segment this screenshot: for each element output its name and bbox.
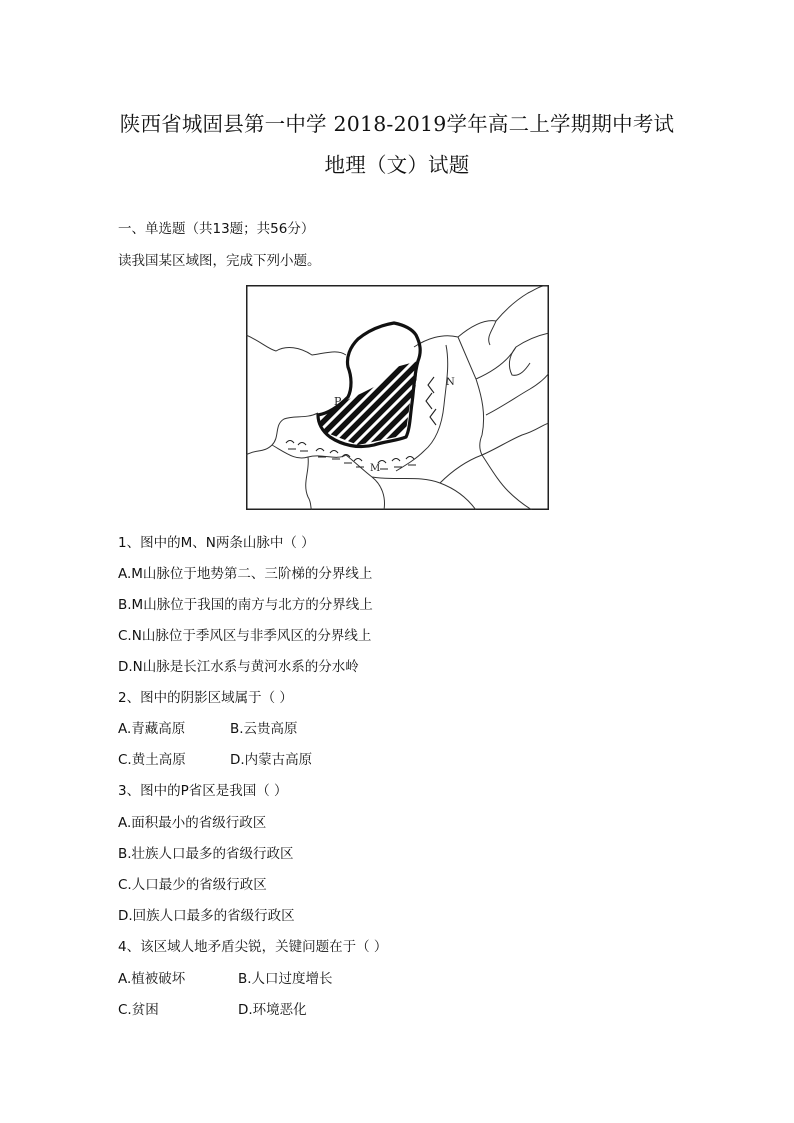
- question-2-stem: 2、图中的阴影区域属于（ ）: [118, 690, 293, 706]
- q2-option-d: D.内蒙古高原: [230, 752, 313, 768]
- q3-option-a: A.面积最小的省级行政区: [118, 815, 267, 831]
- q3-option-c: C.人口最少的省级行政区: [118, 877, 267, 893]
- q2-options-row-2: [118, 748, 312, 768]
- question-4-stem: 4、该区域人地矛盾尖锐，关键问题在于（ ）: [118, 939, 388, 955]
- q4-option-d: D.环境恶化: [238, 1002, 307, 1018]
- document-title-line1: 陕西省城固县第一中学 2018-2019学年高二上学期期中考试: [119, 112, 675, 136]
- q1-option-c: C.N山脉位于季风区与非季风区的分界线上: [118, 628, 372, 644]
- q2-options-row-1: [118, 717, 298, 737]
- q3-option-b: B.壮族人口最多的省级行政区: [118, 846, 294, 862]
- question-3-stem: 3、图中的P省区是我国（ ）: [118, 783, 288, 799]
- q2-option-c: C.黄土高原: [118, 752, 186, 768]
- q1-option-d: D.N山脉是长江水系与黄河水系的分水岭: [118, 659, 359, 675]
- q4-options-row-2: [118, 998, 307, 1018]
- q4-option-a: A.植被破坏: [118, 971, 186, 987]
- q4-option-c: C.贫困: [118, 1002, 159, 1018]
- q3-option-d: D.回族人口最多的省级行政区: [118, 908, 295, 924]
- q2-option-b: B.云贵高原: [230, 721, 298, 737]
- map-label-m: M: [370, 463, 381, 474]
- q1-option-a: A.M山脉位于地势第二、三阶梯的分界线上: [118, 566, 373, 582]
- question-1-stem: 1、图中的M、N两条山脉中（ ）: [118, 535, 315, 551]
- intro-text: 读我国某区域图，完成下列小题。: [118, 253, 321, 269]
- map-label-p: P: [334, 395, 342, 408]
- map-label-n: N: [446, 377, 455, 388]
- section-heading: 一、单选题（共13题；共56分）: [118, 221, 315, 237]
- q4-options-row-1: [118, 967, 333, 987]
- document-title-line2: 地理（文）试题: [324, 153, 470, 177]
- q2-option-a: A.青藏高原: [118, 721, 186, 737]
- q1-option-b: B.M山脉位于我国的南方与北方的分界线上: [118, 597, 373, 613]
- region-map: [246, 285, 549, 510]
- q4-option-b: B.人口过度增长: [238, 971, 333, 987]
